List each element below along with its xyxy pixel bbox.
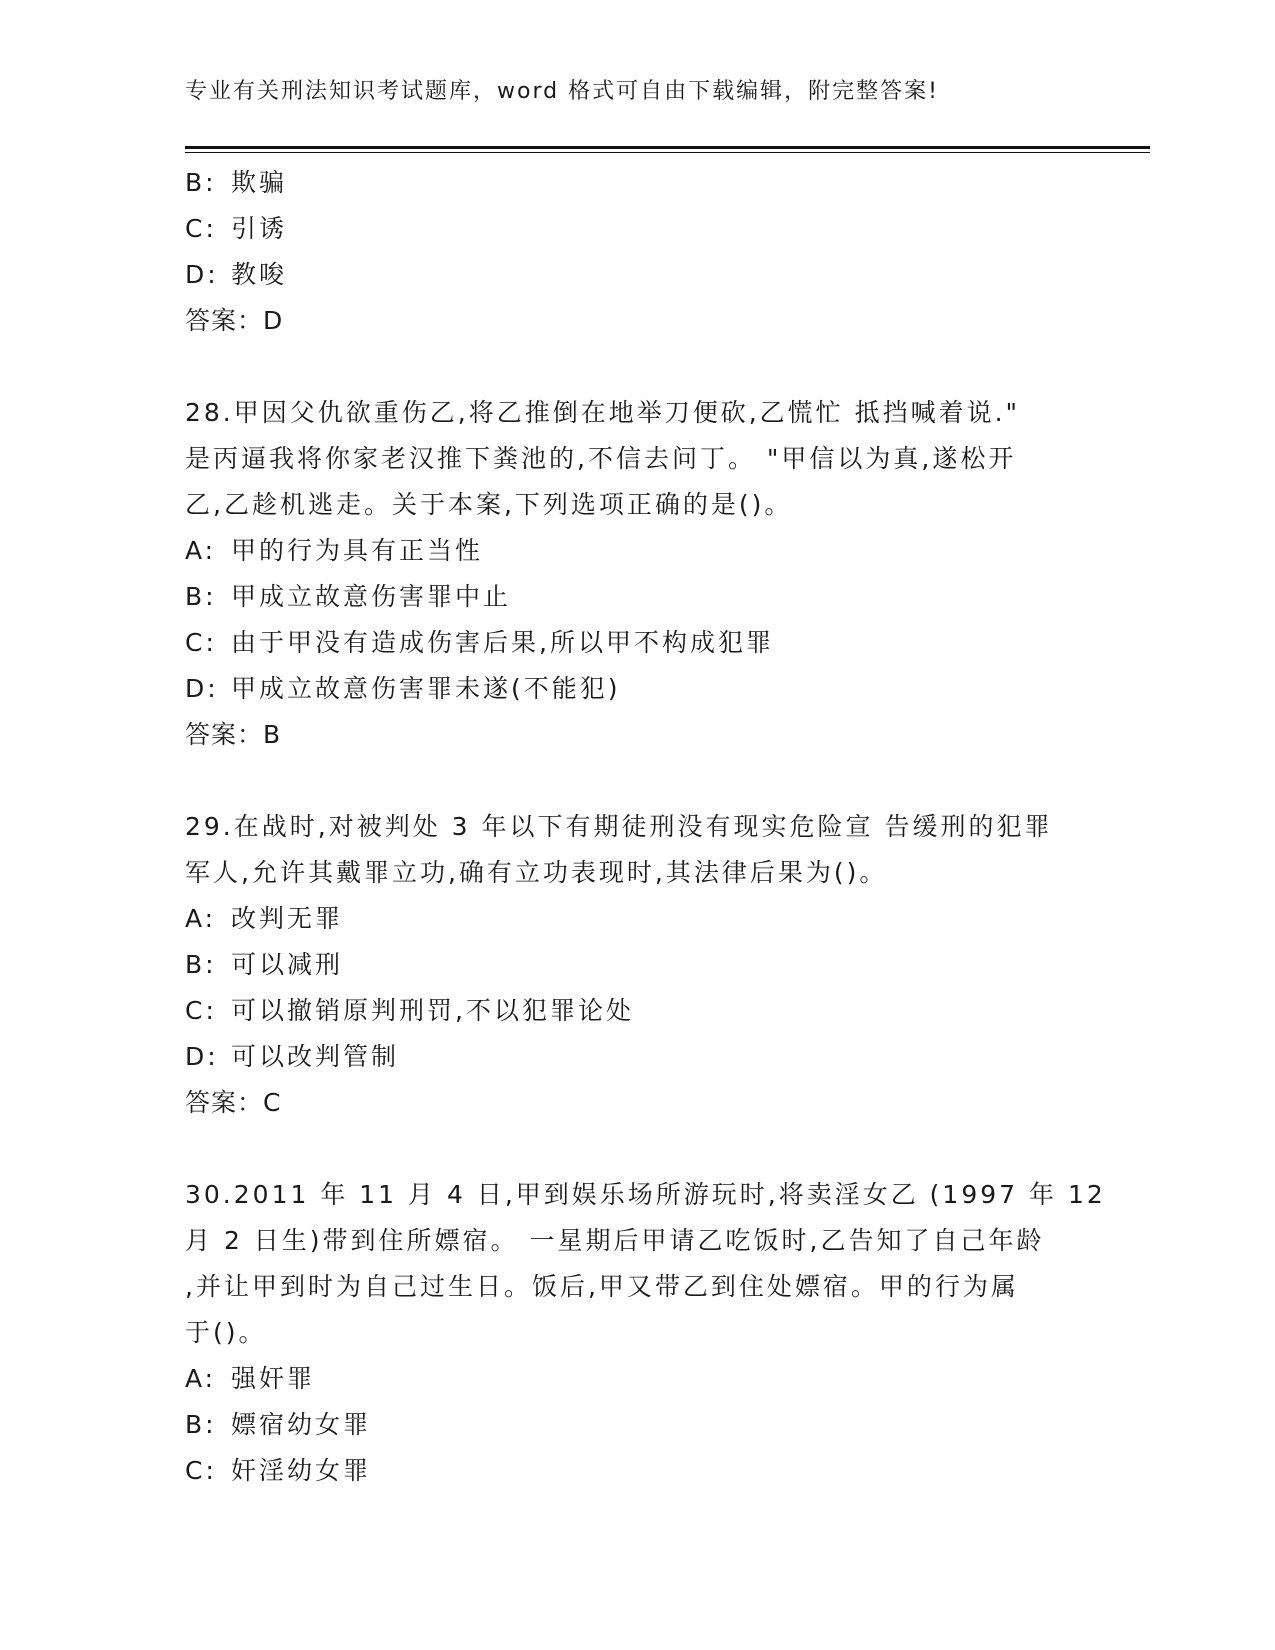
option-a: A: 强奸罪 [185,1364,316,1393]
question-text-line: 乙,乙趁机逃走。关于本案,下列选项正确的是()。 [185,490,793,519]
option-d: D: 可以改判管制 [185,1042,400,1071]
question-text-line: 是丙逼我将你家老汉推下粪池的,不信去问丁。 "甲信以为真,遂松开 [185,444,1017,473]
option-b: B: 嫖宿幼女罪 [185,1410,372,1439]
question-28 [185,390,1085,758]
option-b: B: 可以减刑 [185,950,344,979]
question-text-line: 30.2011 年 11 月 4 日,甲到娱乐场所游玩时,将卖淫女乙 (1997 年 12 [185,1180,1106,1209]
option-b: B: 甲成立故意伤害罪中止 [185,582,512,611]
question-text-line: 军人,允许其戴罪立功,确有立功表现时,其法律后果为()。 [185,858,888,887]
page-header: 专业有关刑法知识考试题库，word 格式可自由下载编辑，附完整答案! [185,79,939,104]
option-d: D: 教唆 [185,260,288,289]
option-c: C: 由于甲没有造成伤害后果,所以甲不构成犯罪 [185,628,774,657]
option-d: D: 甲成立故意伤害罪未遂(不能犯) [185,674,621,703]
answer-line: 答案：C [185,1088,282,1117]
option-a: A: 改判无罪 [185,904,344,933]
option-a: A: 甲的行为具有正当性 [185,536,484,565]
option-c: C: 奸淫幼女罪 [185,1456,372,1485]
question-text-line: 29.在战时,对被判处 3 年以下有期徒刑没有现实危险宣 告缓刑的犯罪 [185,812,1053,841]
question-text-line: 于()。 [185,1318,267,1347]
question-30 [185,1172,1106,1494]
header-rule-thick [185,146,1150,149]
question-text-line: ,并让甲到时为自己过生日。饭后,甲又带乙到住处嫖宿。甲的行为属 [185,1272,1019,1301]
header-rule-thin [185,152,1150,153]
answer-line: 答案：B [185,720,282,749]
option-b: B: 欺骗 [185,168,288,197]
question-text-line: 28.甲因父仇欲重伤乙,将乙推倒在地举刀便砍,乙慌忙 抵挡喊着说." [185,398,1021,427]
question-text-line: 月 2 日生)带到住所嫖宿。 一星期后甲请乙吃饭时,乙告知了自己年龄 [185,1226,1045,1255]
answer-line: 答案：D [185,306,284,335]
question-29 [185,804,1085,1126]
option-c: C: 引诱 [185,214,288,243]
option-c: C: 可以撤销原判刑罚,不以犯罪论处 [185,996,634,1025]
question-content [185,160,1106,1494]
